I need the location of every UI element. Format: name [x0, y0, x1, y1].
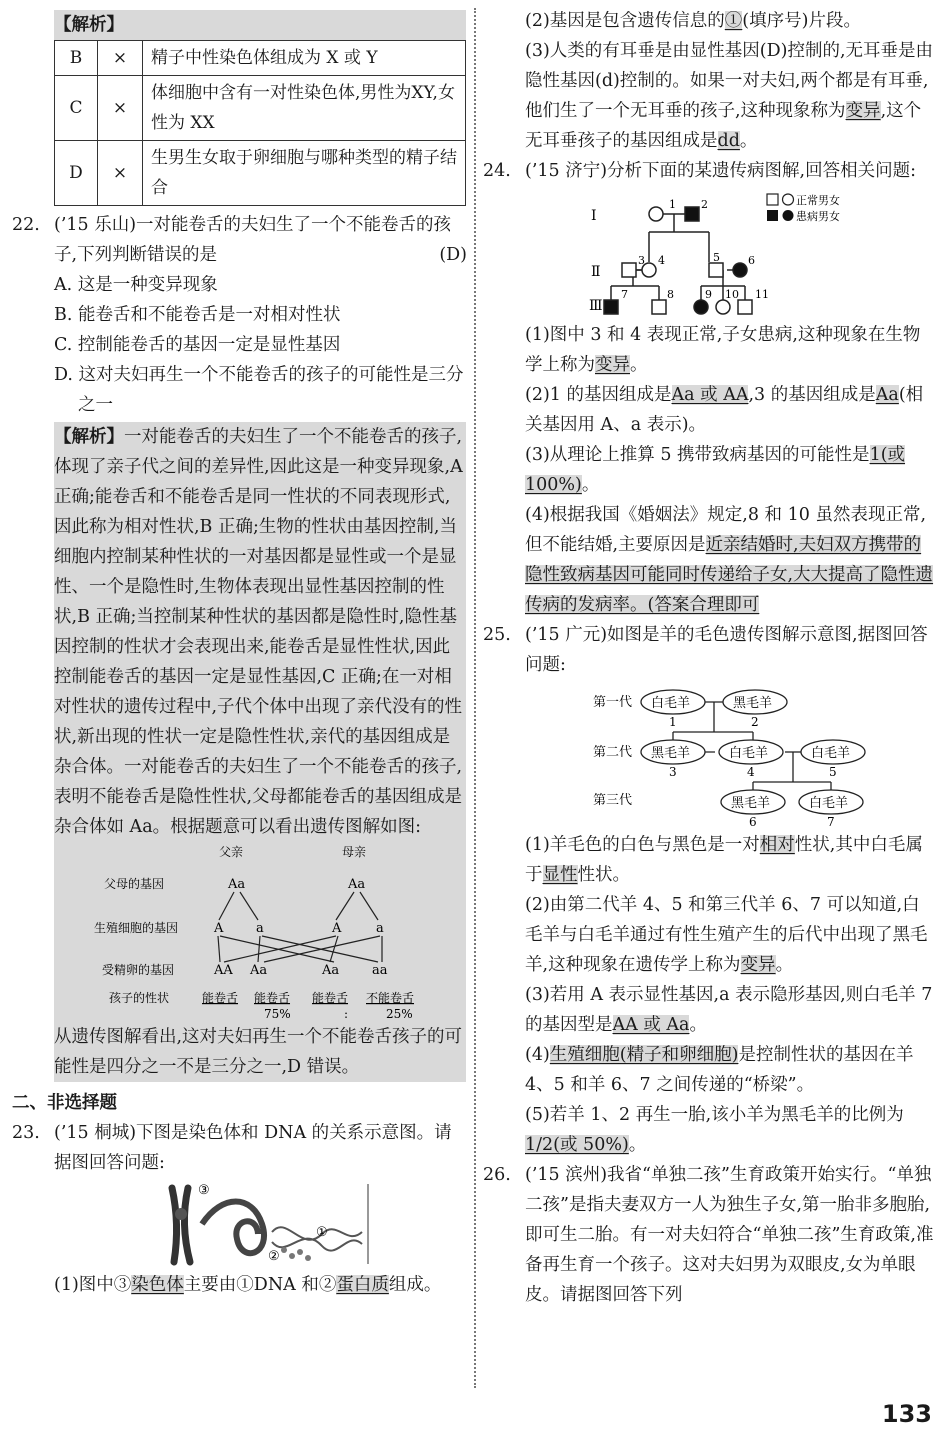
- sheep-number: 6: [749, 815, 757, 829]
- table-cell-option: C: [55, 76, 98, 141]
- text-segment: (相关基因用 A、a 表示)。: [525, 385, 924, 435]
- child-trait: 能卷舌: [254, 991, 291, 1005]
- parent-genotype: Aa: [228, 877, 246, 892]
- cross-arrows: [218, 892, 382, 962]
- sheep-number: 4: [747, 765, 755, 779]
- table-cell-option: B: [55, 41, 98, 76]
- gamete: A: [332, 921, 342, 936]
- gamete: A: [214, 921, 224, 936]
- centromere: [175, 1208, 187, 1220]
- text-segment: 组成。: [388, 1275, 442, 1295]
- member-number: 3: [638, 254, 645, 267]
- option-b: B. 能卷舌和不能卷舌是一对相对性状: [54, 305, 341, 325]
- answer-blank: Aa 或 AA: [671, 385, 749, 405]
- text-segment: ,这个无耳垂孩子的基因组成是: [525, 101, 922, 151]
- right-column: [483, 0, 935, 1310]
- text-segment: (1)图中③: [54, 1275, 132, 1295]
- text-segment: (4): [525, 1045, 550, 1065]
- table-cell-mark: ×: [98, 41, 143, 76]
- generation-label: Ⅱ: [591, 264, 601, 280]
- text-segment: (1)图中 3 和 4 表现正常,子女患病,这种现象在生物学上称为: [525, 325, 921, 375]
- text-segment: ,3 的基因组成是: [748, 385, 876, 405]
- member-number: 2: [701, 198, 708, 211]
- answer-blank: 蛋白质: [336, 1275, 389, 1295]
- child-trait: 不能卷舌: [366, 991, 415, 1005]
- member-number: 11: [755, 288, 769, 301]
- generation-label: Ⅰ: [591, 208, 597, 224]
- zygote: Aa: [322, 963, 340, 978]
- text-segment: (4)根据我国《婚姻法》规定,8 和 10 虽然表现正常,但不能结婚,主要原因是: [525, 505, 927, 555]
- protein-beads: [281, 1247, 311, 1261]
- legend-normal: 正常男女: [796, 194, 840, 207]
- question-stem: (’15 乐山)一对能卷舌的夫妇生了一个不能卷舌的孩子,下列判断错误的是: [54, 215, 452, 265]
- member-5: [709, 263, 723, 277]
- question-stem: (’15 济宁)分析下面的某遗传病图解,回答相关问题:: [525, 161, 917, 181]
- text-segment: (2)基因是包含遗传信息的: [525, 11, 725, 31]
- sheep-inheritance-diagram: [483, 680, 935, 830]
- answer-blank: ①: [724, 11, 743, 31]
- left-column: [12, 0, 467, 1300]
- sheep-number: 7: [827, 815, 835, 829]
- section-heading: 二、非选择题: [12, 1093, 117, 1113]
- q25-sub3: [483, 980, 935, 1040]
- label-three: ③: [198, 1183, 210, 1198]
- text-segment: 性状,其中白毛属于: [525, 835, 923, 885]
- sheep-label: 白毛羊: [729, 746, 769, 761]
- question-number: 25.: [483, 625, 511, 645]
- text-segment: 主要由①DNA 和②: [183, 1275, 337, 1295]
- member-number: 1: [669, 198, 676, 211]
- ratio-colon: :: [344, 1007, 349, 1021]
- text-segment: (1)羊毛色的白色与黑色是一对: [525, 835, 760, 855]
- member-10: [716, 300, 730, 314]
- member-number: 7: [621, 288, 628, 301]
- question-stem: (’15 滨州)我省“单独二孩”生育政策开始实行。“单独二孩”是指夫妻双方一人为独生子女,第一胎非多胞胎,即可生二胎。有一对夫妇符合“单独二孩”生育政策,准备再生育一个孩子。这对夫妇男为双眼皮,女为单眼皮。请据图回答下列: [525, 1165, 934, 1305]
- row-label-parents: 父母的基因: [104, 877, 165, 891]
- answer-blank: 生殖细胞(精子和卵细胞): [549, 1045, 739, 1065]
- row-label-gametes: 生殖细胞的基因: [94, 921, 179, 935]
- sheep-label: 白毛羊: [809, 796, 849, 811]
- row-label-traits: 孩子的性状: [109, 991, 170, 1005]
- table-cell-text: 生男生女取于卵细胞与哪种类型的精子结合: [143, 141, 466, 206]
- text-segment: 。: [689, 1015, 707, 1035]
- text-segment: 是控制性状的基因在羊 4、5 和羊 6、7 之间传递的“桥梁”。: [525, 1045, 914, 1095]
- member-8: [652, 300, 666, 314]
- legend-affected: 患病男女: [796, 210, 840, 223]
- chromosome-dna-figure: [12, 1180, 467, 1268]
- text-segment: (3)若用 A 表示显性基因,a 表示隐形基因,则白毛羊 7 的基因型是: [525, 985, 933, 1035]
- gamete: a: [376, 921, 384, 936]
- q24-sub4: [483, 500, 935, 620]
- sheep-number: 1: [669, 715, 677, 729]
- answer-blank: Aa: [875, 385, 899, 405]
- member-3: [622, 263, 636, 277]
- question-stem: (’15 桐城)下图是染色体和 DNA 的关系示意图。请据图回答问题:: [54, 1123, 452, 1173]
- answer-blank: 1(或 100%): [525, 445, 906, 495]
- table-row: [55, 41, 466, 76]
- question-26: [483, 1160, 935, 1310]
- member-11: [738, 300, 752, 314]
- table-cell-mark: ×: [98, 141, 143, 206]
- q25-sub4: [483, 1040, 935, 1100]
- text-segment: 。: [630, 355, 648, 375]
- option-a: A. 这是一种变异现象: [54, 275, 218, 295]
- child-trait: 能卷舌: [202, 991, 239, 1005]
- member-number: 5: [713, 251, 720, 264]
- analysis-body: 一对能卷舌的夫妇生了一个不能卷舌的孩子,体现了亲子代之间的差异性,因此这是一种变异现象,A 正确;能卷舌和不能卷舌是同一性状的不同表现形式,因此称为相对性状,B 正确;生物的性状由基因控制,当细胞内控制某种性状的一对基因都是显性或一个是显性、一个是隐性时,生物体表现出显性基因控制的性状,B 正确;当控制某种性状的基因都是隐性时,隐性基因控制的性状才会表现出来,能卷舌是显性性状,因此控制能卷舌的基因一定是显性基因,C 正确;在一对相对性状的遗传过程中,子代个体中出现了亲代没有的性状,新出现的性状一定是隐性性状,亲代的基因组成是杂合体。一对能卷舌的夫妇生了一个不能卷舌的孩子,表明不能卷舌是隐性性状,父母都能卷舌的基因组成是杂合体如 Aa。根据题意可以看出遗传图解如图:: [54, 427, 463, 837]
- q24-sub3: [483, 440, 935, 500]
- member-7: [604, 300, 618, 314]
- member-number: 4: [658, 254, 665, 267]
- sheep-number: 5: [829, 765, 837, 779]
- answer-blank: dd: [717, 131, 740, 151]
- answer-blank: 变异: [845, 101, 881, 121]
- text-segment: (填序号)片段。: [742, 11, 861, 31]
- option-c: C. 控制能卷舌的基因一定是显性基因: [54, 335, 341, 355]
- question-number: 23.: [12, 1123, 40, 1143]
- page-number: 133: [881, 1400, 932, 1428]
- answer-choice: (D): [439, 245, 467, 265]
- member-1: [649, 207, 663, 221]
- table-cell-text: 体细胞中含有一对性染色体,男性为XY,女性为 XX: [143, 76, 466, 141]
- generation-label: Ⅲ: [589, 298, 603, 314]
- analysis-text: [54, 422, 466, 842]
- q23-sub1: [12, 1270, 467, 1300]
- coiled-chromatin: [202, 1202, 264, 1254]
- analysis-block: [54, 422, 466, 1082]
- member-6: [733, 263, 747, 277]
- answer-blank: AA 或 Aa: [612, 1015, 690, 1035]
- text-segment: (2)1 的基因组成是: [525, 385, 672, 405]
- gamete: a: [256, 921, 264, 936]
- mother-label: 母亲: [342, 845, 367, 859]
- member-9: [694, 300, 708, 314]
- sheep-number: 2: [751, 715, 759, 729]
- answer-blank: 变异: [740, 955, 776, 975]
- text-segment: (2)由第二代羊 4、5 和第三代羊 6、7 可以知道,白毛羊与白毛羊通过有性生殖产生的后代中出现了黑毛羊,这种现象在遗传学上称为: [525, 895, 928, 975]
- table-cell-mark: ×: [98, 76, 143, 141]
- question-number: 24.: [483, 161, 511, 181]
- column-divider: [474, 8, 476, 1388]
- sheep-label: 黑毛羊: [651, 746, 691, 761]
- sheep-label: 黑毛羊: [731, 796, 771, 811]
- generation-2-label: 第二代: [593, 745, 633, 760]
- text-segment: (5)若羊 1、2 再生一胎,该小羊为黑毛羊的比例为: [525, 1105, 904, 1125]
- answer-blank: 1/2(或 50%): [525, 1135, 629, 1155]
- answer-blank: 相对: [759, 835, 795, 855]
- row-label-zygotes: 受精卵的基因: [102, 963, 175, 977]
- zygote: AA: [214, 963, 233, 978]
- ratio-dominant: 75%: [264, 1007, 291, 1021]
- answer-blank: 染色体: [131, 1275, 184, 1295]
- ratio-recessive: 25%: [386, 1007, 413, 1021]
- answer-blank: 变异: [595, 355, 630, 375]
- answer-blank: 近亲结婚时,夫妇双方携带的隐性致病基因可能同时传递给子女,大大提高了隐性遗传病的发病率。(答案合理即可: [525, 535, 934, 615]
- q24-sub1: [483, 320, 935, 380]
- label-two: ②: [268, 1249, 280, 1264]
- table-cell-option: D: [55, 141, 98, 206]
- option-d: D. 这对夫妇再生一个不能卷舌的孩子的可能性是三分之一: [54, 365, 464, 415]
- answer-blank: 显性: [542, 865, 578, 885]
- question-stem: (’15 广元)如图是羊的毛色遗传图解示意图,据图回答问题:: [525, 625, 928, 675]
- question-23: [12, 1118, 467, 1178]
- text-segment: 。: [581, 475, 600, 495]
- q25-sub1: [483, 830, 935, 890]
- sheep-label: 黑毛羊: [733, 696, 773, 711]
- text-segment: 。: [775, 955, 794, 975]
- sheep-label: 白毛羊: [811, 746, 851, 761]
- parent-genotype: Aa: [348, 877, 366, 892]
- text-segment: 。: [628, 1135, 647, 1155]
- child-trait: 能卷舌: [312, 991, 349, 1005]
- zygote: Aa: [250, 963, 268, 978]
- q24-sub2: [483, 380, 935, 440]
- question-24: [483, 156, 935, 186]
- text-segment: 性状。: [577, 865, 630, 885]
- text-segment: (3)从理论上推算 5 携带致病基因的可能性是: [525, 445, 870, 465]
- label-one: ①: [316, 1225, 328, 1240]
- table-row: [55, 141, 466, 206]
- question-number: 22.: [12, 215, 40, 235]
- question-number: 26.: [483, 1165, 511, 1185]
- pedigree-chart: [483, 186, 935, 320]
- inheritance-diagram: [54, 842, 466, 1022]
- member-number: 9: [705, 288, 712, 301]
- member-2: [685, 207, 699, 221]
- pedigree-legend: [767, 193, 840, 223]
- question-22: [12, 210, 467, 270]
- zygote: aa: [372, 963, 388, 978]
- analysis-table: [54, 40, 466, 206]
- q23-sub3: [483, 36, 935, 156]
- text-segment: 。: [739, 131, 758, 151]
- table-cell-text: 精子中性染色体组成为 X 或 Y: [143, 41, 466, 76]
- father-label: 父亲: [219, 845, 244, 859]
- sheep-number: 3: [669, 765, 677, 779]
- text-segment: (3)人类的有耳垂是由显性基因(D)控制的,无耳垂是由隐性基因(d)控制的。如果一对夫妇,两个都是有耳垂,他们生了一个无耳垂的孩子,这种现象称为: [525, 41, 934, 121]
- member-number: 6: [748, 254, 755, 267]
- q25-sub2: [483, 890, 935, 980]
- question-25: [483, 620, 935, 680]
- q25-sub5: [483, 1100, 935, 1160]
- generation-1-label: 第一代: [593, 695, 633, 710]
- generation-3-label: 第三代: [593, 793, 633, 808]
- q23-sub2: [483, 6, 935, 36]
- analysis-label: 【解析】: [54, 427, 124, 447]
- member-number: 8: [667, 288, 674, 301]
- chromosome-shape: [172, 1188, 190, 1262]
- analysis-conclusion: 从遗传图解看出,这对夫妇再生一个不能卷舌孩子的可能性是四分之一不是三分之一,D 错误。: [54, 1027, 463, 1077]
- jiexi-header: 【解析】: [54, 10, 466, 40]
- sheep-label: 白毛羊: [651, 696, 691, 711]
- member-number: 10: [725, 288, 739, 301]
- table-row: [55, 76, 466, 141]
